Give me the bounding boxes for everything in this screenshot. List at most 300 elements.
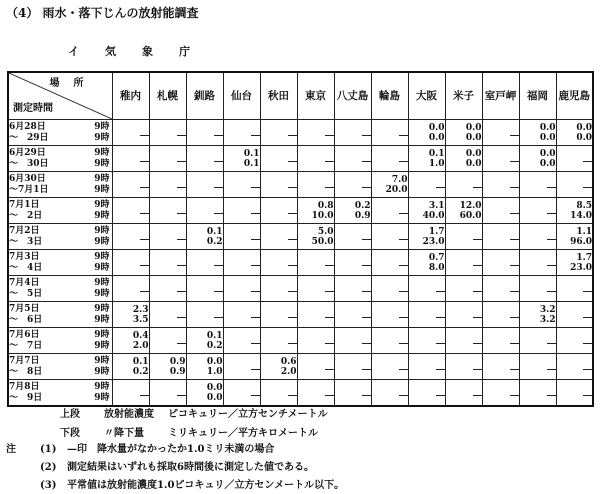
deposition-value: 1.0 <box>206 366 223 377</box>
dash-mark <box>547 291 556 292</box>
no-data-cell <box>334 250 371 276</box>
concentration-value: 0.0 <box>465 148 482 159</box>
no-data-cell <box>297 354 334 380</box>
dash-mark <box>325 161 334 162</box>
dash-mark <box>177 187 186 188</box>
deposition-value: 3.5 <box>132 314 149 325</box>
start-time: 9時 <box>94 225 110 236</box>
start-date: 6月29日 <box>9 147 46 158</box>
dash-mark <box>362 239 371 240</box>
no-data-cell <box>112 224 149 250</box>
measurement-cell <box>186 354 223 380</box>
no-data-cell <box>297 302 334 328</box>
note-text: 測定結果はいずれも採取6時間後に測定した値である。 <box>67 462 314 473</box>
end-date: 〜 9日 <box>9 392 43 403</box>
dash-mark <box>547 265 556 266</box>
dash-mark <box>510 265 519 266</box>
dash-mark <box>325 135 334 136</box>
concentration-value: 3.1 <box>428 200 445 211</box>
dash-mark <box>251 343 260 344</box>
time-header: 測定時間 <box>13 103 53 114</box>
deposition-value: 2.0 <box>280 366 297 377</box>
concentration-value: 0.7 <box>428 252 445 263</box>
station-header: 稚内 <box>112 72 149 120</box>
legend-unit: ピコキュリー／立方センチメートル <box>168 409 328 420</box>
start-time: 9時 <box>94 355 110 366</box>
measurement-cell <box>556 120 593 146</box>
dash-mark <box>547 187 556 188</box>
deposition-value: 23.0 <box>422 236 445 247</box>
concentration-value: 0.9 <box>169 356 186 367</box>
location-header: 場所 <box>49 78 98 89</box>
deposition-value: 20.0 <box>385 184 408 195</box>
no-data-cell <box>112 120 149 146</box>
dash-mark <box>140 135 149 136</box>
deposition-value: 0.0 <box>465 132 482 143</box>
dash-mark <box>214 187 223 188</box>
dash-mark <box>473 187 482 188</box>
measurement-cell <box>149 354 186 380</box>
deposition-value: 0.0 <box>428 132 445 143</box>
dash-mark <box>140 265 149 266</box>
no-data-cell <box>371 120 408 146</box>
no-data-cell <box>482 276 519 302</box>
no-data-cell <box>371 354 408 380</box>
no-data-cell <box>519 250 556 276</box>
start-date: 7月4日 <box>9 277 40 288</box>
start-time: 9時 <box>94 329 110 340</box>
deposition-value: 40.0 <box>422 210 445 221</box>
deposition-value: 96.0 <box>570 236 592 247</box>
no-data-cell <box>260 146 297 172</box>
no-data-cell <box>334 328 371 354</box>
dash-mark <box>510 369 519 370</box>
dash-mark <box>177 135 186 136</box>
no-data-cell <box>445 302 482 328</box>
measurement-cell <box>519 146 556 172</box>
end-time: 9時 <box>94 184 110 195</box>
table-body <box>8 120 593 407</box>
no-data-cell <box>334 146 371 172</box>
no-data-cell <box>223 328 260 354</box>
measurement-cell <box>112 328 149 354</box>
dash-mark <box>288 213 297 214</box>
measurement-cell <box>445 120 482 146</box>
dash-mark <box>288 161 297 162</box>
measurement-cell <box>297 198 334 224</box>
end-date: 〜 8日 <box>9 366 43 377</box>
no-data-cell <box>556 172 593 198</box>
dash-mark <box>325 317 334 318</box>
end-time: 9時 <box>94 132 110 143</box>
start-time: 9時 <box>94 251 110 262</box>
no-data-cell <box>297 380 334 407</box>
no-data-cell <box>445 250 482 276</box>
no-data-cell <box>260 120 297 146</box>
station-header: 米子 <box>445 72 482 120</box>
legend-key: 上段 <box>60 409 80 420</box>
dash-mark <box>325 265 334 266</box>
legend-key: 下段 <box>60 428 80 439</box>
deposition-value: 0.2 <box>206 340 223 351</box>
measurement-cell <box>112 302 149 328</box>
end-time: 9時 <box>94 236 110 247</box>
no-data-cell <box>482 198 519 224</box>
dash-mark <box>214 161 223 162</box>
measurement-cell <box>297 224 334 250</box>
measurement-cell <box>519 302 556 328</box>
dash-mark <box>399 317 408 318</box>
no-data-cell <box>482 146 519 172</box>
no-data-cell <box>519 172 556 198</box>
table-row <box>8 146 593 172</box>
dash-mark <box>214 135 223 136</box>
station-header: 福岡 <box>519 72 556 120</box>
station-header: 大阪 <box>408 72 445 120</box>
no-data-cell <box>297 120 334 146</box>
start-date: 7月5日 <box>9 303 40 314</box>
dash-mark <box>510 135 519 136</box>
no-data-cell <box>186 120 223 146</box>
dash-mark <box>399 369 408 370</box>
no-data-cell <box>297 328 334 354</box>
no-data-cell <box>482 302 519 328</box>
header-row <box>8 72 593 120</box>
end-date: 〜 2日 <box>9 210 43 221</box>
start-date: 7月8日 <box>9 381 40 392</box>
measurement-cell <box>408 250 445 276</box>
dash-mark <box>362 187 371 188</box>
no-data-cell <box>260 250 297 276</box>
no-data-cell <box>223 302 260 328</box>
dash-mark <box>473 343 482 344</box>
no-data-cell <box>556 354 593 380</box>
no-data-cell <box>223 172 260 198</box>
concentration-value: 1.1 <box>576 226 592 237</box>
time-range-cell <box>8 120 112 146</box>
dash-mark <box>140 161 149 162</box>
deposition-value: 3.2 <box>539 314 556 325</box>
no-data-cell <box>297 276 334 302</box>
station-header: 秋田 <box>260 72 297 120</box>
no-data-cell <box>149 198 186 224</box>
no-data-cell <box>408 172 445 198</box>
concentration-value: 0.0 <box>206 356 223 367</box>
no-data-cell <box>149 146 186 172</box>
time-range-cell <box>8 250 112 276</box>
dash-mark <box>251 369 260 370</box>
no-data-cell <box>260 224 297 250</box>
no-data-cell <box>260 302 297 328</box>
no-data-cell <box>334 380 371 407</box>
no-data-cell <box>149 172 186 198</box>
measurement-cell <box>556 198 593 224</box>
no-data-cell <box>260 276 297 302</box>
no-data-cell <box>334 276 371 302</box>
time-range-cell <box>8 276 112 302</box>
dash-mark <box>288 291 297 292</box>
dash-mark <box>362 395 371 396</box>
dash-mark <box>325 187 334 188</box>
no-data-cell <box>334 302 371 328</box>
dash-mark <box>214 317 223 318</box>
no-data-cell <box>445 172 482 198</box>
station-header: 仙台 <box>223 72 260 120</box>
no-data-cell <box>408 302 445 328</box>
measurement-cell <box>408 146 445 172</box>
no-data-cell <box>408 380 445 407</box>
concentration-value: 0.0 <box>206 382 223 393</box>
no-data-cell <box>223 224 260 250</box>
measurement-cell <box>408 224 445 250</box>
no-data-cell <box>556 276 593 302</box>
dash-mark <box>399 265 408 266</box>
concentration-value: 0.1 <box>132 356 149 367</box>
note-number: (2) <box>40 462 57 473</box>
no-data-cell <box>186 198 223 224</box>
dash-mark <box>140 213 149 214</box>
dash-mark <box>325 395 334 396</box>
dash-mark <box>177 239 186 240</box>
dash-mark <box>177 343 186 344</box>
deposition-value: 60.0 <box>459 210 482 221</box>
measurement-cell <box>186 380 223 407</box>
dash-mark <box>251 187 260 188</box>
end-date: 〜 5日 <box>9 288 43 299</box>
no-data-cell <box>334 354 371 380</box>
no-data-cell <box>445 224 482 250</box>
dash-mark <box>214 265 223 266</box>
no-data-cell <box>260 328 297 354</box>
deposition-value: 8.0 <box>428 262 445 273</box>
dash-mark <box>510 213 519 214</box>
note-number: (1) <box>40 444 57 455</box>
deposition-value: 0.9 <box>354 210 371 221</box>
no-data-cell <box>371 224 408 250</box>
dash-mark <box>473 291 482 292</box>
no-data-cell <box>445 276 482 302</box>
dash-mark <box>510 317 519 318</box>
station-header: 輪島 <box>371 72 408 120</box>
dash-mark <box>325 291 334 292</box>
no-data-cell <box>371 146 408 172</box>
time-range-cell <box>8 172 112 198</box>
dash-mark <box>547 343 556 344</box>
dash-mark <box>436 395 445 396</box>
dash-mark <box>214 291 223 292</box>
dash-mark <box>510 343 519 344</box>
no-data-cell <box>408 354 445 380</box>
dash-mark <box>362 135 371 136</box>
no-data-cell <box>556 380 593 407</box>
dash-mark <box>436 369 445 370</box>
no-data-cell <box>482 120 519 146</box>
dash-mark <box>288 239 297 240</box>
concentration-value: 0.6 <box>280 356 297 367</box>
deposition-value: 0.0 <box>539 158 556 169</box>
legend-unit: ミリキュリー／平方キロメートル <box>168 428 318 439</box>
dash-mark <box>547 213 556 214</box>
dash-mark <box>251 395 260 396</box>
dash-mark <box>140 187 149 188</box>
measurement-cell <box>186 328 223 354</box>
concentration-value: 0.1 <box>206 226 223 237</box>
legend-upper <box>60 405 328 420</box>
end-date: 〜 29日 <box>9 132 49 143</box>
no-data-cell <box>482 250 519 276</box>
measurement-cell <box>371 172 408 198</box>
dash-mark <box>140 239 149 240</box>
no-data-cell <box>186 172 223 198</box>
dash-mark <box>177 317 186 318</box>
dash-mark <box>399 343 408 344</box>
dash-mark <box>510 239 519 240</box>
table-row <box>8 198 593 224</box>
concentration-value: 5.0 <box>317 226 334 237</box>
measurement-cell <box>556 224 593 250</box>
note-text: —印 降水量がなかったか1.0ミリ未満の場合 <box>67 444 275 455</box>
time-range-cell <box>8 380 112 407</box>
legend-lower <box>60 424 318 439</box>
no-data-cell <box>445 354 482 380</box>
station-header: 室戸岬 <box>482 72 519 120</box>
start-date: 7月6日 <box>9 329 40 340</box>
table-row <box>8 328 593 354</box>
dash-mark <box>473 317 482 318</box>
dash-mark <box>510 291 519 292</box>
measurement-cell <box>260 354 297 380</box>
dash-mark <box>399 395 408 396</box>
start-date: 7月1日 <box>9 199 40 210</box>
dash-mark <box>251 213 260 214</box>
no-data-cell <box>371 250 408 276</box>
end-time: 9時 <box>94 262 110 273</box>
time-range-cell <box>8 146 112 172</box>
no-data-cell <box>482 328 519 354</box>
table-row <box>8 224 593 250</box>
measurement-cell <box>445 198 482 224</box>
measurement-cell <box>334 198 371 224</box>
no-data-cell <box>112 146 149 172</box>
start-time: 9時 <box>94 303 110 314</box>
page-title: （4） 雨水・落下じんの放射能調査 <box>6 6 199 20</box>
dash-mark <box>547 395 556 396</box>
no-data-cell <box>519 328 556 354</box>
concentration-value: 0.1 <box>243 148 260 159</box>
no-data-cell <box>371 198 408 224</box>
no-data-cell <box>408 276 445 302</box>
note-text: 平常値は放射能濃度1.0ピコキュリ／立方センメートル以下。 <box>67 480 345 491</box>
dash-mark <box>436 343 445 344</box>
time-range-cell <box>8 328 112 354</box>
time-range-cell <box>8 224 112 250</box>
dash-mark <box>547 369 556 370</box>
deposition-value: 10.0 <box>311 210 334 221</box>
end-date: 〜 7日 <box>9 340 43 351</box>
concentration-value: 0.4 <box>132 330 149 341</box>
note-2 <box>6 458 314 473</box>
no-data-cell <box>223 354 260 380</box>
dash-mark <box>362 291 371 292</box>
dash-mark <box>510 395 519 396</box>
dash-mark <box>583 187 592 188</box>
start-time: 9時 <box>94 147 110 158</box>
no-data-cell <box>334 120 371 146</box>
dash-mark <box>288 317 297 318</box>
measurement-cell <box>556 250 593 276</box>
legend-label: 〃降下量 <box>104 428 144 439</box>
note-heading: 注 <box>6 444 16 455</box>
no-data-cell <box>260 198 297 224</box>
dash-mark <box>399 135 408 136</box>
dash-mark <box>177 161 186 162</box>
no-data-cell <box>112 276 149 302</box>
no-data-cell <box>149 224 186 250</box>
dash-mark <box>214 213 223 214</box>
concentration-value: 2.3 <box>132 304 149 315</box>
station-header: 札幌 <box>149 72 186 120</box>
table-row <box>8 276 593 302</box>
no-data-cell <box>112 172 149 198</box>
no-data-cell <box>556 328 593 354</box>
deposition-value: 23.0 <box>570 262 592 273</box>
dash-mark <box>399 239 408 240</box>
no-data-cell <box>371 276 408 302</box>
deposition-value: 0.0 <box>539 132 556 143</box>
dash-mark <box>473 395 482 396</box>
start-date: 7月7日 <box>9 355 40 366</box>
dash-mark <box>325 369 334 370</box>
dash-mark <box>583 369 592 370</box>
dash-mark <box>177 265 186 266</box>
start-date: 6月28日 <box>9 121 46 132</box>
measurement-cell <box>408 120 445 146</box>
no-data-cell <box>482 172 519 198</box>
end-time: 9時 <box>94 340 110 351</box>
dash-mark <box>177 291 186 292</box>
no-data-cell <box>408 328 445 354</box>
note-3 <box>6 476 344 491</box>
deposition-value: 0.0 <box>465 158 482 169</box>
table-row <box>8 302 593 328</box>
no-data-cell <box>482 380 519 407</box>
measurement-cell <box>408 198 445 224</box>
deposition-value: 0.2 <box>206 236 223 247</box>
no-data-cell <box>223 198 260 224</box>
dash-mark <box>288 135 297 136</box>
dash-mark <box>325 343 334 344</box>
table-row <box>8 120 593 146</box>
dash-mark <box>583 395 592 396</box>
dash-mark <box>362 265 371 266</box>
no-data-cell <box>149 250 186 276</box>
station-header: 釧路 <box>186 72 223 120</box>
time-range-cell <box>8 302 112 328</box>
start-time: 9時 <box>94 199 110 210</box>
dash-mark <box>288 395 297 396</box>
no-data-cell <box>260 380 297 407</box>
dash-mark <box>251 135 260 136</box>
no-data-cell <box>334 172 371 198</box>
no-data-cell <box>445 328 482 354</box>
dash-mark <box>583 343 592 344</box>
table-row <box>8 380 593 407</box>
end-date: 〜 4日 <box>9 262 43 273</box>
no-data-cell <box>519 354 556 380</box>
no-data-cell <box>334 224 371 250</box>
station-header: 東京 <box>297 72 334 120</box>
dash-mark <box>473 239 482 240</box>
